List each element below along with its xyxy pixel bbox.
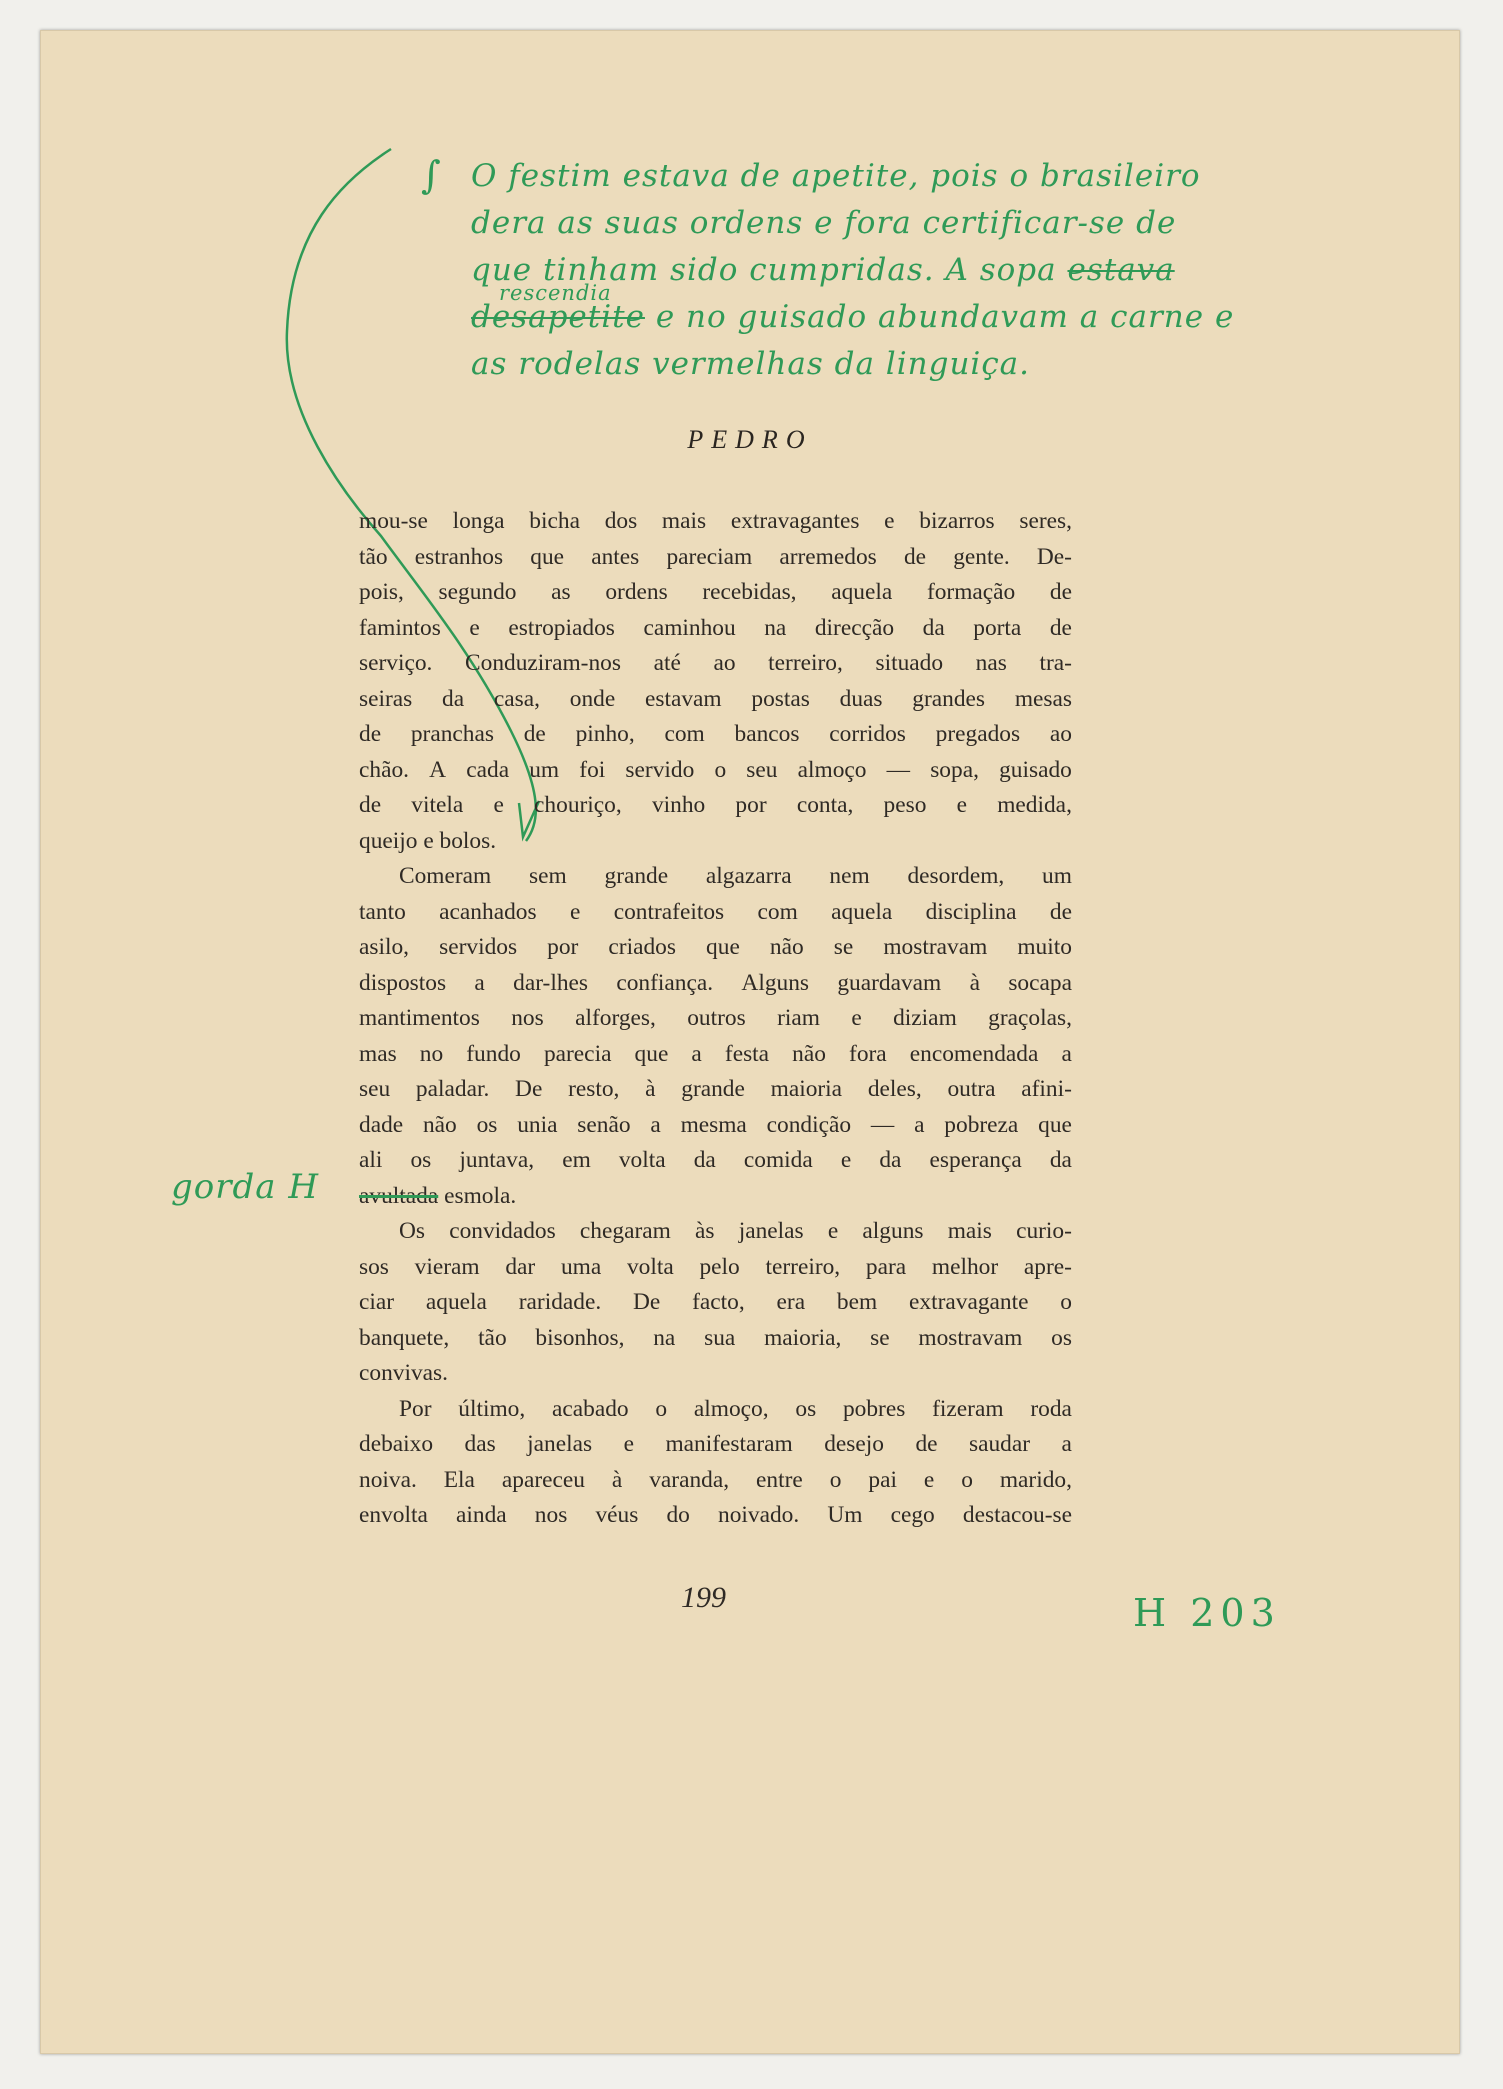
handwritten-insert-note: [471, 153, 1234, 388]
text-line: debaixo das janelas e manifestaram desejo de saudar a: [359, 1431, 1072, 1457]
page-number: 199: [681, 1581, 726, 1614]
interlinear-insertion: rescendia: [499, 281, 612, 305]
insert-line: O festim estava de apetite, pois o brasileiro: [471, 158, 1201, 194]
text-line: serviço. Conduziram-nos até ao terreiro, situado nas tra-: [359, 650, 1072, 676]
text-line: noiva. Ela apareceu à varanda, entre o pai e o marido,: [359, 1466, 1072, 1493]
text-line: mas no fundo parecia que a festa não fora encomendada a: [359, 1040, 1072, 1067]
text-line: Comeram sem grande algazarra nem desordem, um: [399, 863, 1072, 889]
text-line: pois, segundo as ordens recebidas, aquela formação de: [359, 579, 1072, 605]
insert-line: que tinham sido cumpridas. A sopa estava: [471, 252, 1175, 288]
text-line: sos vieram dar uma volta pelo terreiro, para melhor apre-: [359, 1253, 1072, 1280]
text-line: ali os juntava, em volta da comida e da esperança da: [359, 1147, 1072, 1173]
text-line: mantimentos nos alforges, outros riam e diziam graçolas,: [359, 1005, 1072, 1031]
insertion-mark: ∫: [421, 153, 442, 197]
text-line: seiras da casa, onde estavam postas duas grandes mesas: [359, 685, 1072, 712]
struck-word: avultada: [359, 1182, 439, 1209]
text-line: tanto acanhados e contrafeitos com aquela disciplina de: [359, 898, 1072, 925]
text-line: envolta ainda nos véus do noivado. Um cego destacou-se: [359, 1502, 1072, 1528]
text-line: ciar aquela raridade. De facto, era bem extravagante o: [359, 1289, 1072, 1315]
text-line: famintos e estropiados caminhou na direcção da porta de: [359, 614, 1072, 641]
text-line: Os convidados chegaram às janelas e alguns mais curio-: [399, 1218, 1072, 1244]
text-line: chão. A cada um foi servido o seu almoço — sopa, guisado: [359, 756, 1072, 783]
text-line: dispostos a dar-lhes confiança. Alguns guardavam à socapa: [359, 969, 1072, 996]
text-line: seu paladar. De resto, à grande maioria deles, outra afini-: [359, 1076, 1072, 1102]
text-line: banquete, tão bisonhos, na sua maioria, se mostravam os: [359, 1324, 1072, 1351]
text-line: convivas.: [359, 1360, 448, 1386]
text-line: mou-se longa bicha dos mais extravagantes e bizarros seres,: [359, 508, 1072, 534]
insert-line: dera as suas ordens e fora certificar-se de: [471, 205, 1177, 241]
text-line: tão estranhos que antes pareciam arremedos de gente. De-: [359, 543, 1072, 570]
sheet-number: H 203: [1133, 1591, 1281, 1635]
insert-line: as rodelas vermelhas da linguiça.: [471, 346, 1031, 382]
text-line: queijo e bolos.: [359, 827, 497, 854]
struck-word: desapetite: [471, 299, 645, 335]
body-text: [359, 504, 1072, 1534]
text-line: asilo, servidos por criados que não se mostravam muito: [359, 934, 1072, 960]
text-line: dade não os unia senão a mesma condição — a pobreza que: [359, 1111, 1072, 1138]
running-head: PEDRO: [687, 425, 813, 454]
text-line: avultada esmola.: [359, 1179, 1072, 1215]
struck-word: estava: [1067, 252, 1175, 288]
text-line: Por último, acabado o almoço, os pobres fizeram roda: [399, 1395, 1072, 1422]
insert-line: desapetite e no guisado abundavam a carne e: [471, 299, 1235, 335]
text-line: de vitela e chouriço, vinho por conta, peso e medida,: [359, 792, 1072, 818]
margin-correction: gorda H: [171, 1167, 319, 1207]
manuscript-sheet: [40, 30, 1460, 2054]
text-line: de pranchas de pinho, com bancos corridos pregados ao: [359, 721, 1072, 747]
